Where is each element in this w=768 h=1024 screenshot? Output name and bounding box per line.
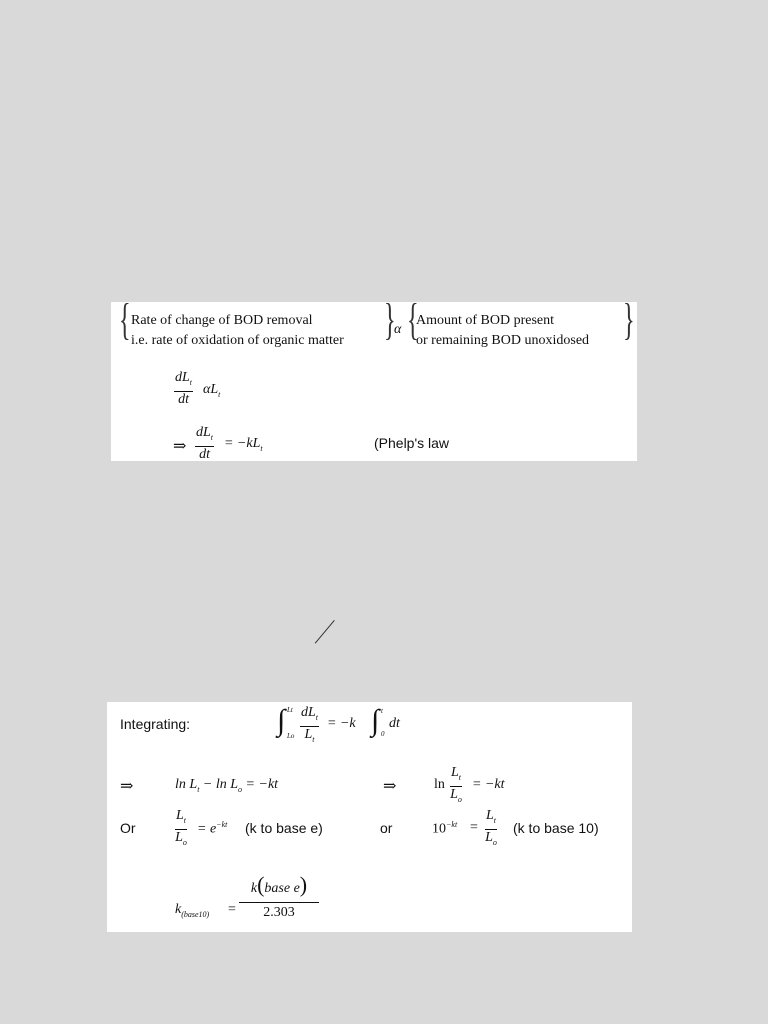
proportional-symbol: α [394, 322, 402, 337]
eq2-fraction: $dL_t$ dt [196, 425, 214, 462]
k-base10-label: $k_{(base10)}$ [175, 902, 210, 919]
bod-rate-panel [111, 295, 637, 462]
integral-upper-limit-2: t [381, 707, 383, 715]
integral-lower-limit-2: 0 [381, 730, 385, 738]
integral-mid: = −k [327, 716, 356, 731]
stray-slash-mark [315, 620, 335, 644]
left-close-brace: } [384, 295, 396, 344]
row1-right-fraction: $L_t$ $L_o$ [450, 765, 462, 804]
row1-arrow-right: ⇒ [383, 778, 397, 795]
amount-bod-text: Amount of BOD present [416, 313, 555, 328]
k-equals: = [228, 902, 236, 917]
row2-right-equals: = [470, 820, 478, 835]
k-base-10-note: (k to base 10) [513, 820, 599, 836]
row2-right-fraction: $L_t$ $L_o$ [485, 808, 497, 847]
or-label-right: or [380, 820, 393, 836]
row1-arrow-left: ⇒ [120, 778, 134, 795]
row1-right-end: = −kt [472, 777, 505, 792]
integral-dt: dt [389, 716, 400, 731]
rate-of-oxidation-text: i.e. rate of oxidation of organic matter [131, 333, 344, 348]
row2-right-power: $10^{-kt}$ [432, 820, 458, 837]
integral-fraction: $dL_t$ $L_t$ [301, 705, 319, 744]
integrating-label: Integrating: [120, 716, 191, 732]
remaining-bod-text: or remaining BOD unoxidosed [416, 333, 590, 348]
row2-exponential: = $e^{-kt}$ [197, 820, 228, 837]
left-open-brace: { [119, 295, 131, 344]
integral-sign-2: ∫ [371, 704, 380, 737]
right-close-brace: } [623, 295, 635, 344]
eq1-rhs: $\alpha L_t$ [203, 382, 221, 399]
integral-lower-limit-1: Lo [287, 732, 295, 740]
implies-symbol: ⇒ [173, 438, 187, 455]
rate-of-change-text: Rate of change of BOD removal [131, 313, 313, 328]
row2-fraction: $L_t$ $L_o$ [175, 808, 187, 847]
integration-panel [107, 702, 632, 932]
row1-ln: ln [434, 777, 445, 792]
phelps-law-label: (Phelp's law [374, 435, 450, 451]
k-numerator: k(base e) [250, 872, 308, 897]
k-denominator: 2.303 [263, 905, 295, 920]
integral-upper-limit-1: Lt [287, 706, 293, 714]
row1-left-equation: $\ln L_t - \ln L_o = -kt$ [175, 777, 279, 794]
right-open-brace: { [407, 295, 419, 344]
k-fraction [239, 874, 319, 921]
k-base-e-note: (k to base e) [245, 820, 323, 836]
integral-sign-1: ∫ [277, 704, 286, 737]
or-label-left: Or [120, 820, 136, 836]
eq2-rhs: = $-kL_t$ [224, 436, 263, 453]
eq1-fraction: $dL_t$ dt [175, 370, 193, 407]
